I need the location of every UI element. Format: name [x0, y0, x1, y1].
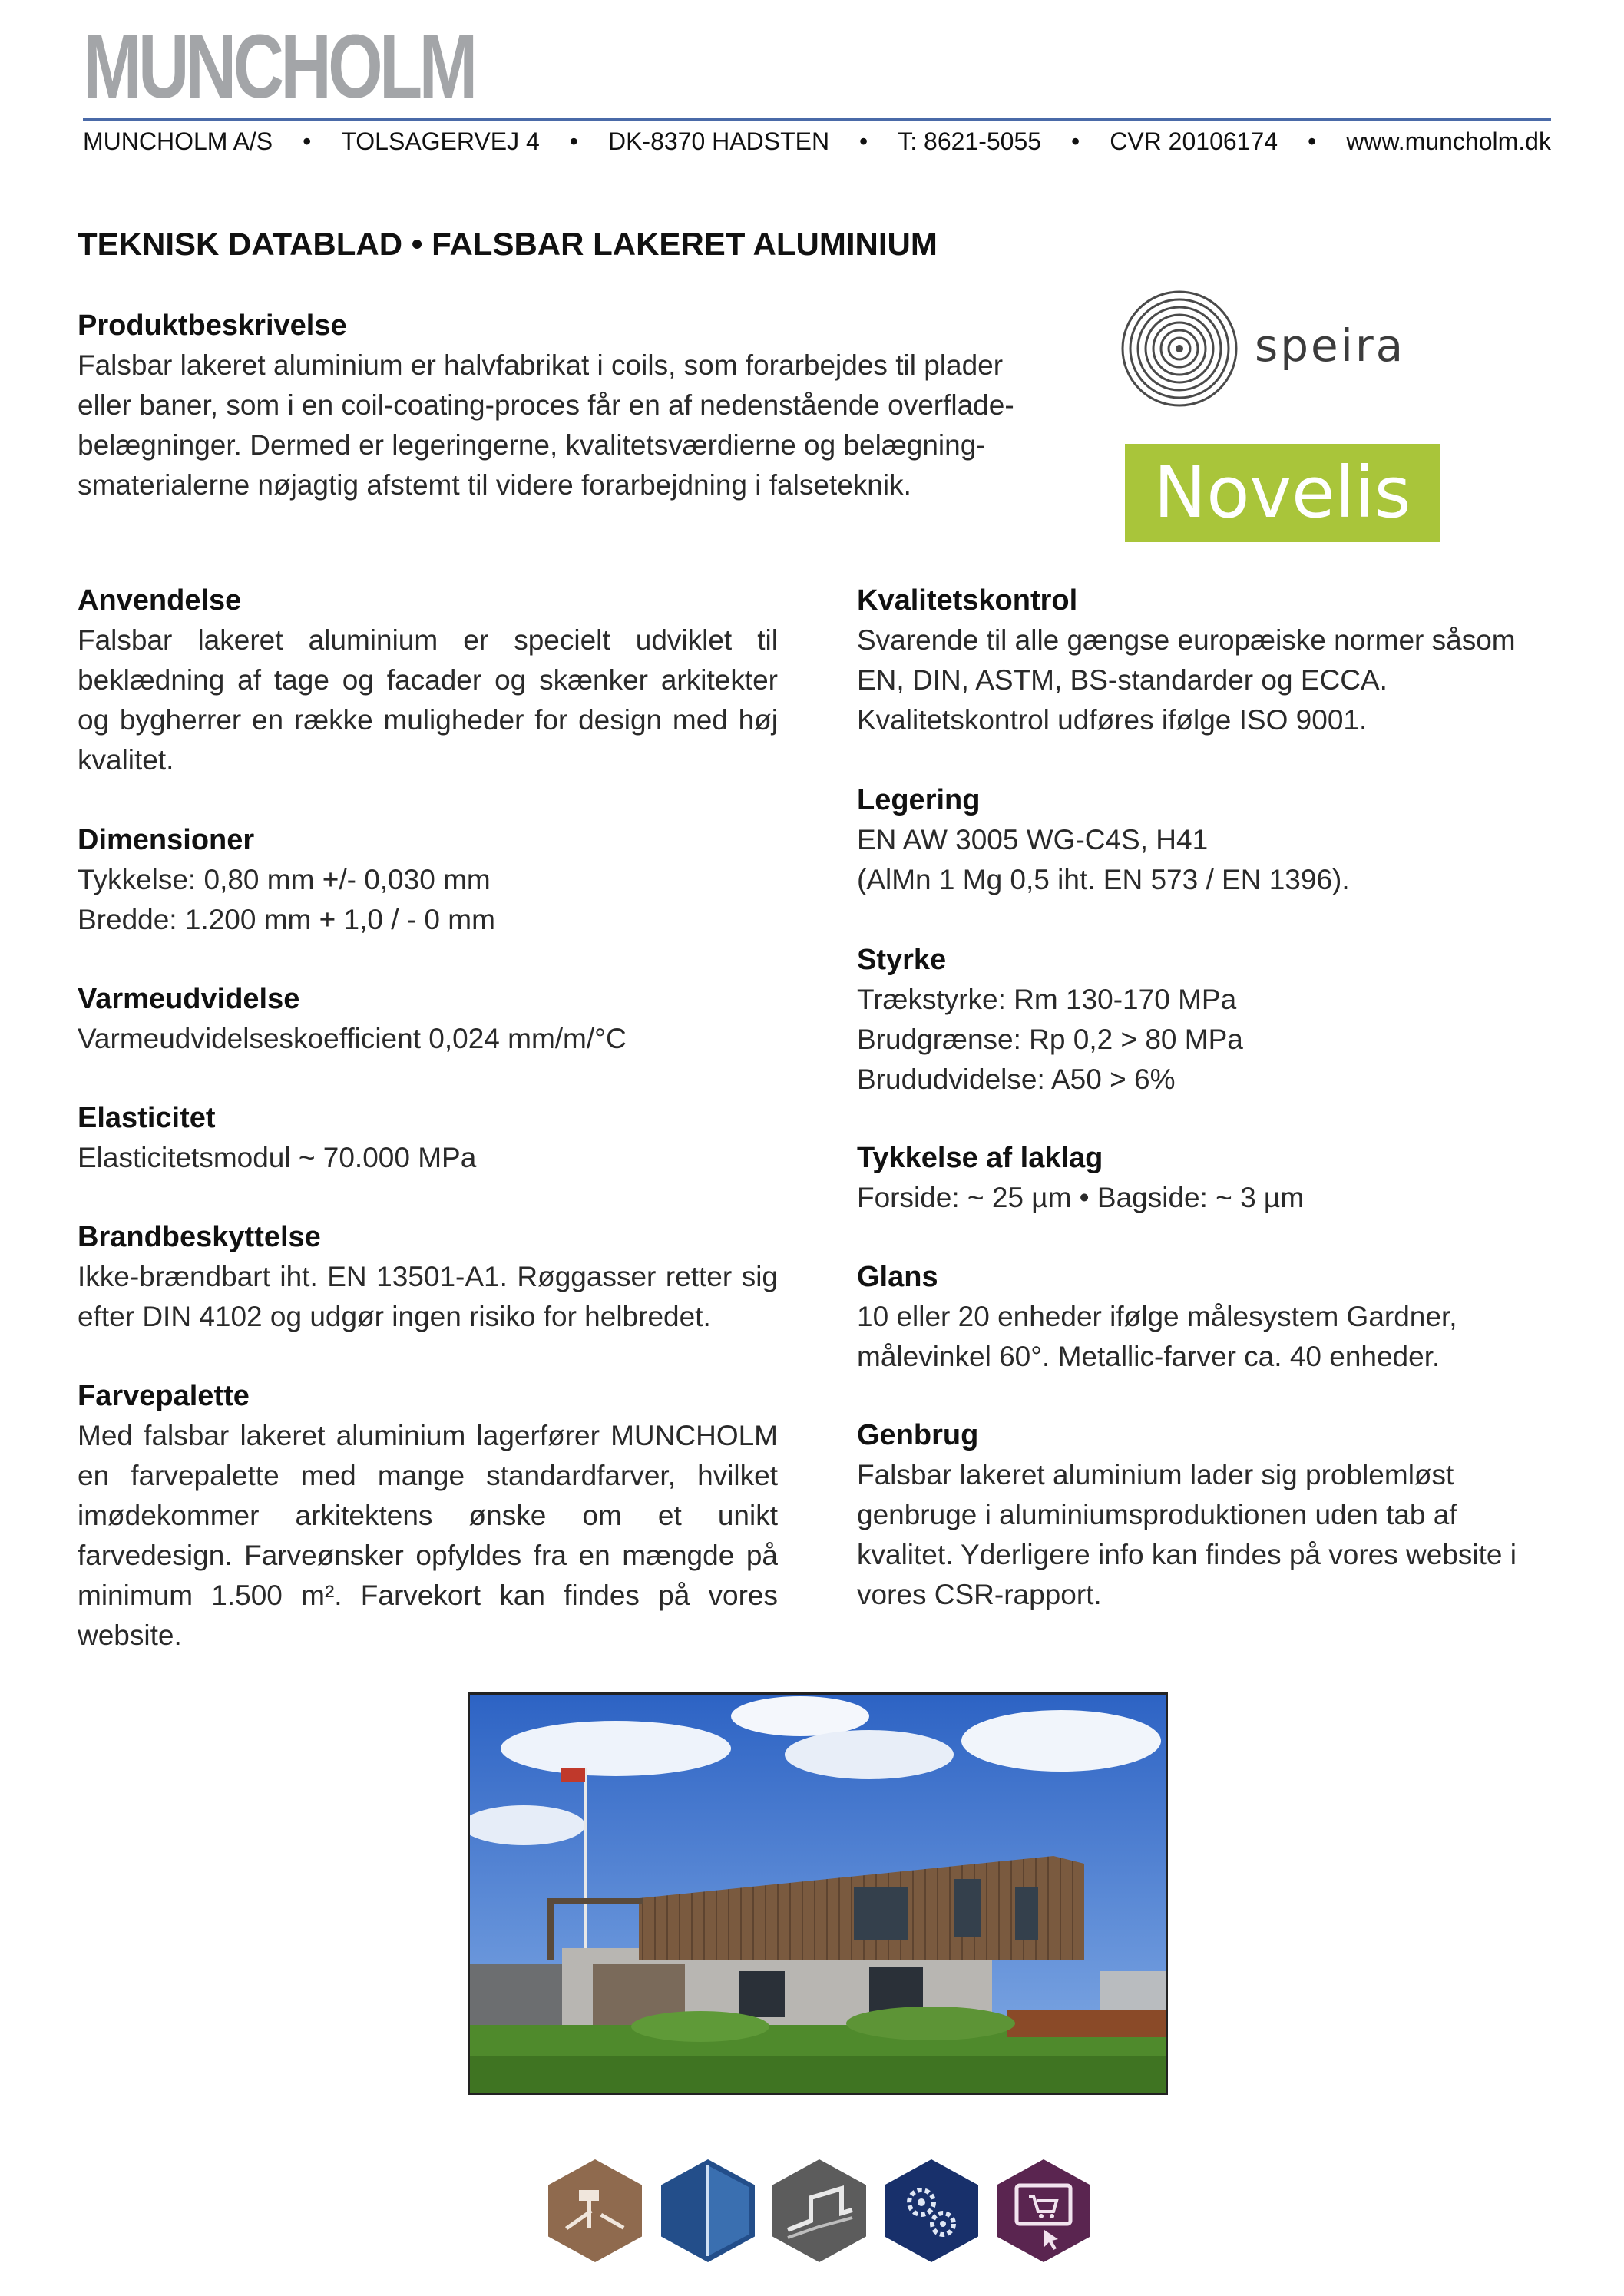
- section-elasticitet: [78, 1098, 778, 1178]
- section-anvendelse: [78, 581, 778, 780]
- text-line: Brududvidelse: A50 > 6%: [857, 1064, 1176, 1095]
- text-line: Forside: ~ 25 µm • Bagside: ~ 3 µm: [857, 1182, 1305, 1213]
- text-line: Kvalitetskontrol udføres ifølge ISO 9001.: [857, 704, 1368, 736]
- postal-city: DK-8370 HADSTEN: [607, 127, 830, 155]
- section-heading: Varmeudvidelse: [78, 983, 300, 1015]
- text-line: (AlMn 1 Mg 0,5 iht. EN 573 / EN 1396).: [857, 864, 1350, 895]
- gears-icon: [885, 2159, 978, 2262]
- text-line: kvalitet. Yderligere info kan findes på vores website i: [857, 1539, 1517, 1570]
- speira-wordmark: speira: [1255, 319, 1406, 372]
- section-heading: Dimensioner: [78, 824, 255, 856]
- section-text: Falsbar lakeret aluminium er specielt udviklet til beklædning af tage og facader og skænker arkitekter og bygherrer en række muligheder for design med høj kvalitet.: [78, 624, 778, 776]
- text-line: eller baner, som i en coil-coating-proces får en af nedenstående overflade-: [78, 389, 1014, 421]
- text-line: vores CSR-rapport.: [857, 1579, 1102, 1610]
- text-line: belægninger. Dermed er legeringerne, kvalitetsværdierne og belægning-: [78, 429, 986, 461]
- section-varmeudvidelse: [78, 979, 778, 1059]
- separator: •: [1308, 127, 1317, 155]
- section-heading: Kvalitetskontrol: [857, 584, 1078, 617]
- text-line: 10 eller 20 enheder ifølge målesystem Gardner,: [857, 1301, 1457, 1332]
- text-line: EN, DIN, ASTM, BS-standarder og ECCA.: [857, 664, 1388, 696]
- text-line: EN AW 3005 WG-C4S, H41: [857, 824, 1209, 855]
- separator: •: [859, 127, 868, 155]
- section-farvepalette: [78, 1376, 778, 1656]
- section-heading: Brandbeskyttelse: [78, 1221, 321, 1253]
- section-heading: Legering: [857, 784, 981, 816]
- section-heading: Anvendelse: [78, 584, 242, 617]
- section-dimensioner: [78, 820, 778, 940]
- section-heading: Glans: [857, 1261, 938, 1293]
- text-line: Falsbar lakeret aluminium er halvfabrikat i coils, som forarbejdes til plader: [78, 349, 1004, 381]
- text-line: genbruge i aluminiumsproduktionen uden tab af: [857, 1499, 1457, 1530]
- section-styrke: [857, 940, 1548, 1100]
- section-heading: Genbrug: [857, 1419, 979, 1451]
- tools-icon: [548, 2159, 642, 2262]
- section-text: Ikke-brændbart iht. EN 13501-A1. Røggasser retter sig efter DIN 4102 og udgør ingen risiko for helbredet.: [78, 1261, 778, 1332]
- section-laklag: [857, 1138, 1548, 1218]
- street-address: TOLSAGERVEJ 4: [341, 127, 540, 155]
- text-line: målevinkel 60°. Metallic-farver ca. 40 enheder.: [857, 1341, 1440, 1372]
- text-line: Falsbar lakeret aluminium lader sig problemløst: [857, 1459, 1454, 1490]
- text-line: Svarende til alle gængse europæiske normer såsom: [857, 624, 1516, 656]
- muncholm-logo: MUNCHOLM: [83, 16, 475, 117]
- section-heading: Elasticitet: [78, 1102, 216, 1134]
- profile-icon: [772, 2159, 866, 2262]
- section-produktbeskrivelse: [78, 306, 1037, 505]
- section-text: Varmeudvidelseskoefficient 0,024 mm/m/°C: [78, 1023, 627, 1054]
- panel-icon: [661, 2159, 755, 2262]
- speira-rings-icon: [1118, 287, 1241, 410]
- section-text: Med falsbar lakeret aluminium lagerfører MUNCHOLM en farvepalette med mange standardfarver, hvilket imødekommer arkitektens ønske om et unikt farvedesign. Farveønsker opfyldes fra en mængde på minimum 1.500 m². Farvekort kan findes på vores website.: [78, 1420, 778, 1651]
- text-line: smaterialerne nøjagtig afstemt til videre forarbejdning i falseteknik.: [78, 469, 911, 501]
- section-genbrug: [857, 1415, 1548, 1615]
- contact-line: [83, 127, 1551, 156]
- separator: •: [1071, 127, 1080, 155]
- section-heading: Farvepalette: [78, 1380, 250, 1412]
- text-line: Trækstyrke: Rm 130-170 MPa: [857, 984, 1237, 1015]
- speira-logo: [1118, 287, 1440, 410]
- section-heading: Styrke: [857, 944, 947, 976]
- section-kvalitetskontrol: [857, 581, 1548, 740]
- thickness-value: Tykkelse: 0,80 mm +/- 0,030 mm: [78, 864, 491, 895]
- width-value: Bredde: 1.200 mm + 1,0 / - 0 mm: [78, 904, 495, 935]
- company-name: MUNCHOLM A/S: [83, 127, 273, 155]
- section-heading: Tykkelse af laklag: [857, 1142, 1103, 1174]
- website-link[interactable]: www.muncholm.dk: [1346, 127, 1551, 155]
- text-line: Brudgrænse: Rp 0,2 > 80 MPa: [857, 1024, 1243, 1055]
- section-legering: [857, 780, 1548, 900]
- phone: T: 8621-5055: [898, 127, 1042, 155]
- document-title: TEKNISK DATABLAD • FALSBAR LAKERET ALUMINIUM: [78, 226, 938, 262]
- header-rule: [83, 118, 1551, 121]
- separator: •: [569, 127, 578, 155]
- section-text: Elasticitetsmodul ~ 70.000 MPa: [78, 1142, 477, 1173]
- section-heading: Produktbeskrivelse: [78, 309, 347, 342]
- section-brandbeskyttelse: [78, 1217, 778, 1337]
- section-glans: [857, 1257, 1548, 1377]
- novelis-logo: Novelis: [1125, 444, 1440, 542]
- cvr-number: CVR 20106174: [1110, 127, 1278, 155]
- building-photo: [468, 1692, 1168, 2095]
- separator: •: [303, 127, 312, 155]
- webshop-icon: [997, 2159, 1090, 2262]
